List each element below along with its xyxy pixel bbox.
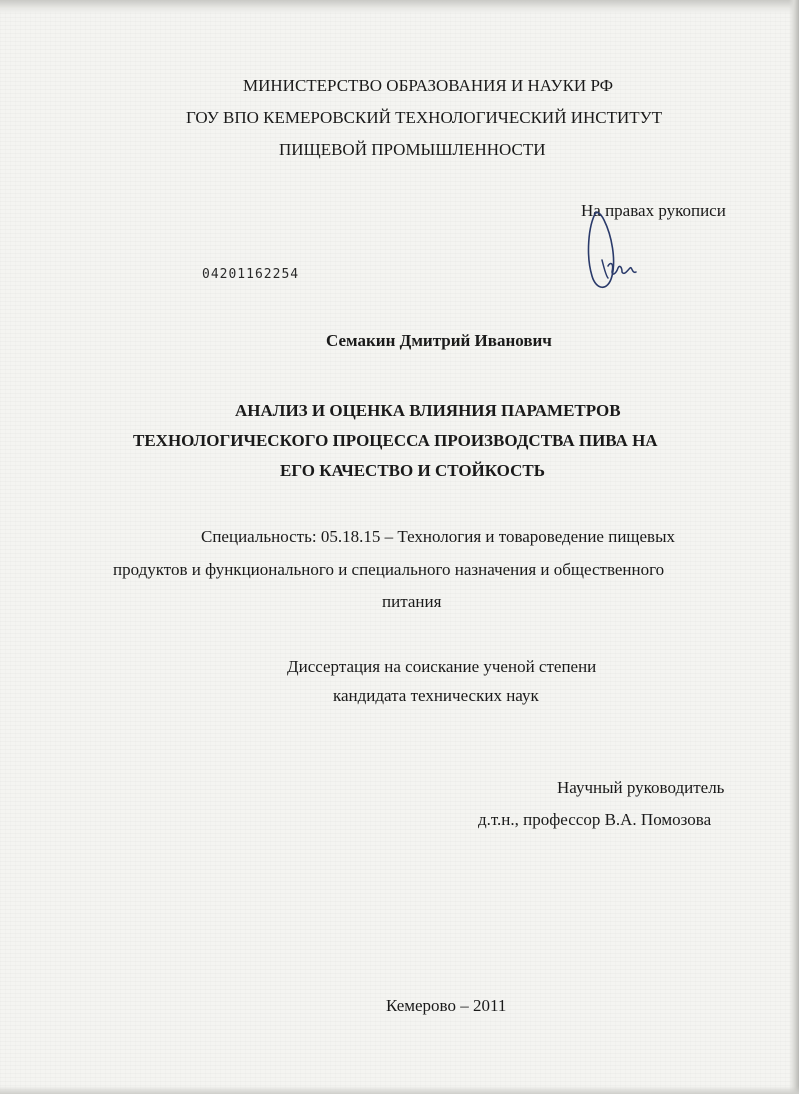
advisor-name: д.т.н., профессор В.А. Помозова — [478, 810, 712, 829]
title-line-2: ТЕХНОЛОГИЧЕСКОГО ПРОЦЕССА ПРОИЗВОДСТВА ПИВА НА — [133, 431, 658, 450]
advisor-label: Научный руководитель — [557, 778, 725, 797]
document-number: 04201162254 — [202, 267, 300, 282]
specialty-line-3: питания — [382, 592, 442, 611]
specialty-line-2: продуктов и функционального и специального назначения и общественного — [113, 560, 665, 579]
city-year: Кемерово – 2011 — [386, 996, 507, 1015]
institution-line-2: ГОУ ВПО КЕМЕРОВСКИЙ ТЕХНОЛОГИЧЕСКИЙ ИНСТИТУТ — [186, 108, 663, 127]
scan-edge-bottom — [0, 1086, 799, 1094]
specialty-line-1: Специальность: 05.18.15 – Технология и товароведение пищевых — [201, 527, 675, 546]
author-name: Семакин Дмитрий Иванович — [326, 331, 552, 350]
institution-line-1: МИНИСТЕРСТВО ОБРАЗОВАНИЯ И НАУКИ РФ — [243, 76, 614, 95]
institution-line-3: ПИЩЕВОЙ ПРОМЫШЛЕННОСТИ — [279, 140, 546, 159]
scan-edge-right — [789, 0, 799, 1094]
scan-edge-top — [0, 0, 799, 14]
handwritten-signature — [582, 206, 652, 292]
manuscript-note: На правах рукописи — [581, 201, 726, 220]
title-line-3: ЕГО КАЧЕСТВО И СТОЙКОСТЬ — [280, 461, 545, 480]
title-line-1: АНАЛИЗ И ОЦЕНКА ВЛИЯНИЯ ПАРАМЕТРОВ — [235, 401, 621, 420]
dissertation-line-1: Диссертация на соискание ученой степени — [287, 657, 597, 676]
dissertation-line-2: кандидата технических наук — [333, 686, 539, 705]
